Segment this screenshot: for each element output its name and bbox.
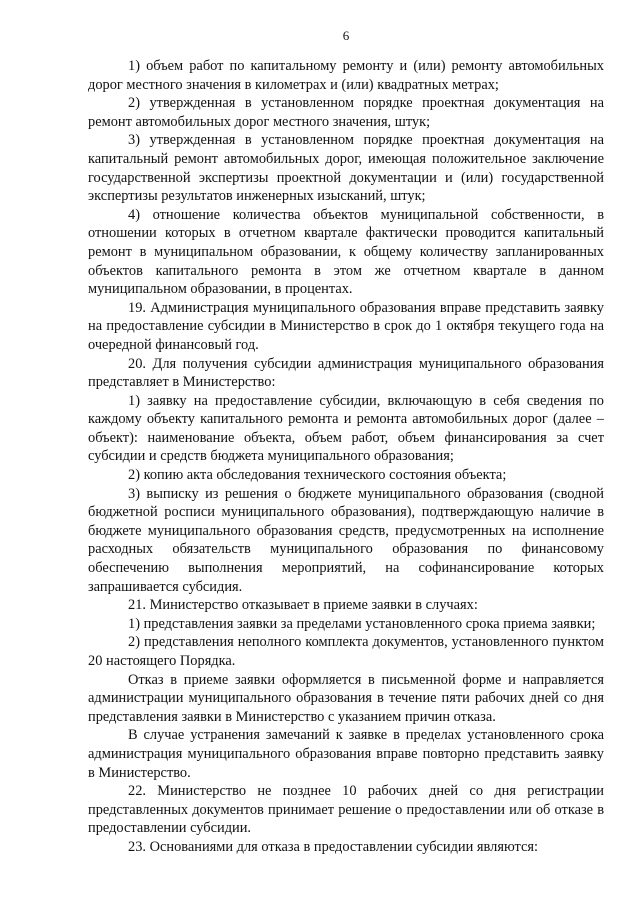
paragraph-23: 23. Основаниями для отказа в предоставлении субсидии являются: [128, 838, 538, 855]
paragraph-resubmission: В случае устранения замечаний к заявке в пределах установленного срока администрация муниципального образования вправе повторно представить заявку в Министерство. [88, 727, 604, 781]
paragraph-2-repair-documentation: 2) утвержденная в установленном порядке проектная документация на ремонт автомобильных дорог местного значения, штук; [88, 95, 604, 130]
paragraph-3-capital-repair-documentation: 3) утвержденная в установленном порядке проектная документация на капитальный ремонт автомобильных дорог, имеющая положительное заключение государственной экспертизы проектной документации и (или) государственной экспертизы результатов инженерных изысканий, штук; [88, 132, 604, 205]
paragraph-22: 22. Министерство не позднее 10 рабочих дней со дня регистрации представленных документов принимает решение о предоставлении или об отказе в предоставлении субсидии. [88, 783, 604, 837]
paragraph-19: 19. Администрация муниципального образования вправе представить заявку на предоставление субсидии в Министерство в срок до 1 октября текущего года на очередной финансовый год. [88, 299, 604, 353]
paragraph-20: 20. Для получения субсидии администрация муниципального образования представляет в Министерство: [88, 355, 604, 391]
paragraph-1-volume-of-works: 1) объем работ по капитальному ремонту и (или) ремонту автомобильных дорог местного значения в километрах и (или) квадратных метрах; [88, 58, 604, 93]
paragraph-21-item-2: 2) представления неполного комплекта документов, установленного пунктом 20 настоящего Порядка. [88, 634, 604, 669]
paragraph-21-item-1: 1) представления заявки за пределами установленного срока приема заявки; [128, 615, 596, 632]
paragraph-4-ratio-of-objects: 4) отношение количества объектов муниципальной собственности, в отношении которых в отчетном квартале фактически проводится капитальный ремонт в муниципальном образовании, к общему количеству запланированных объектов капитального ремонта в этом же отчетном квартале в данном муниципальном образовании, в процентах. [88, 206, 604, 298]
paragraph-21: 21. Министерство отказывает в приеме заявки в случаях: [128, 597, 478, 614]
page-number: 6 [342, 28, 350, 43]
paragraph-20-item-1: 1) заявку на предоставление субсидии, включающую в себя сведения по каждому объекту капитального ремонта и ремонта автомобильных дорог (далее – объект): наименование объекта, объем работ, объем финансирования за счет субсидии и средств бюджета муниципального образования; [88, 392, 604, 465]
paragraph-refusal-notice: Отказ в приеме заявки оформляется в письменной форме и направляется администрации муниципального образования в течение пяти рабочих дней со дня представления заявки в Министерство с указанием причин отказа. [88, 671, 604, 725]
paragraph-20-item-3: 3) выписку из решения о бюджете муниципального образования (сводной бюджетной росписи муниципального образования), подтверждающую наличие в бюджете муниципального образования средств, предусмотренных на исполнение расходных обязательств муниципального образования по финансовому обеспечению выполнения мероприятий, на софинансирование которых запрашивается субсидия. [88, 485, 604, 595]
paragraph-20-item-2: 2) копию акта обследования технического состояния объекта; [128, 467, 507, 484]
